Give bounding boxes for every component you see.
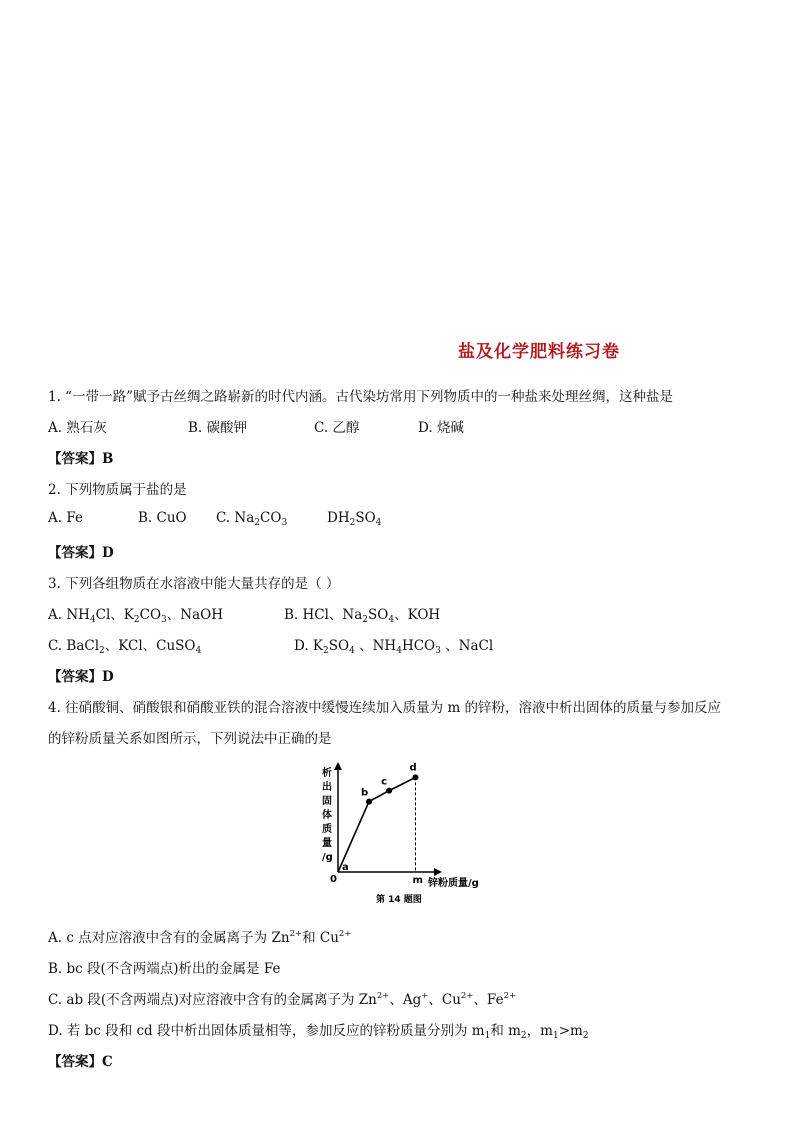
q2-option-b: B. CuO bbox=[138, 510, 187, 526]
q1-option-c: C. 乙醇 bbox=[314, 420, 360, 436]
q4-a-text: A. c 点对应溶液中含有的金属离子为 Zn bbox=[48, 930, 290, 946]
q4-d-text: 和 m bbox=[490, 1023, 521, 1039]
superscript: 2+ bbox=[289, 929, 303, 939]
q3-b-text: B. HCl、Na bbox=[284, 607, 363, 623]
q1-option-a: A. 熟石灰 bbox=[48, 420, 107, 436]
q4-c-text: 、Cu bbox=[428, 992, 461, 1008]
m-label: m bbox=[412, 875, 423, 886]
q2-option-d bbox=[327, 510, 381, 528]
q4-d-text: ，m bbox=[526, 1023, 553, 1039]
q3-b-text: 、KOH bbox=[394, 607, 441, 623]
q4-figure bbox=[320, 760, 495, 910]
y-axis-label bbox=[322, 766, 333, 863]
q3-d-text: SO bbox=[328, 638, 350, 654]
y-label-char: 体 bbox=[322, 810, 332, 821]
y-label-char: 出 bbox=[322, 782, 332, 793]
origin-label: 0 bbox=[330, 874, 337, 885]
q2-option-c bbox=[216, 510, 287, 528]
subscript: 4 bbox=[195, 646, 202, 656]
q3-stem: 3. 下列各组物质在水溶液中能大量共存的是（ ） bbox=[48, 576, 340, 592]
superscript: 2+ bbox=[460, 991, 474, 1001]
subscript: 3 bbox=[161, 615, 167, 625]
subscript: 4 bbox=[375, 518, 382, 528]
q4-option-b: B. bc 段(不含两端点)析出的金属是 Fe bbox=[48, 961, 281, 977]
q3-d-text: 、NH bbox=[354, 638, 397, 654]
q2-option-a: A. Fe bbox=[48, 510, 83, 526]
superscript: 2+ bbox=[338, 929, 352, 939]
point-d bbox=[413, 774, 419, 780]
q3-option-b bbox=[284, 603, 440, 625]
q3-a-text: CO bbox=[139, 607, 162, 623]
subscript: 4 bbox=[349, 646, 355, 656]
q1-stem: 1. “一带一路”赋予古丝绸之路崭新的时代内涵。古代染坊常用下列物质中的一种盐来处理丝绸，这种盐是 bbox=[48, 389, 673, 405]
q4-c-text: 、Fe bbox=[473, 992, 504, 1008]
figure-caption: 第 14 题图 bbox=[376, 895, 422, 905]
x-axis-label: 锌粉质量/g bbox=[428, 878, 479, 889]
y-label-char: 量 bbox=[322, 838, 332, 849]
superscript: + bbox=[421, 991, 429, 1001]
q3-a-text: Cl、K bbox=[95, 607, 134, 623]
q3-a-text: 、NaOH bbox=[166, 607, 223, 623]
subscript: 2 bbox=[254, 518, 261, 528]
q3-d-text: 、NaCl bbox=[440, 638, 494, 654]
point-label-b: b bbox=[361, 787, 369, 799]
q4-stem-line2: 的锌粉质量关系如图所示，下列说法中正确的是 bbox=[48, 731, 332, 747]
q3-option-a bbox=[48, 603, 223, 625]
point-label-a: a bbox=[342, 862, 349, 873]
subscript: 2 bbox=[133, 615, 140, 625]
q3-a-text: A. NH bbox=[48, 607, 90, 623]
subscript: 2 bbox=[349, 518, 356, 528]
y-axis-arrow bbox=[334, 762, 342, 770]
q3-d-text: HCO bbox=[401, 638, 436, 654]
q4-stem-line1: 4. 往硝酸铜、硝酸银和硝酸亚铁的混合溶液中缓慢连续加入质量为 m 的锌粉，溶液中析出固体的质量与参加反应 bbox=[48, 700, 722, 716]
point-b bbox=[366, 799, 372, 805]
subscript: 4 bbox=[388, 615, 395, 625]
q3-option-d bbox=[294, 634, 493, 656]
q2-c-text: C. Na bbox=[216, 510, 255, 526]
superscript: 2+ bbox=[376, 991, 390, 1001]
q4-d-text: D. 若 bc 段和 cd 段中析出固体质量相等，参加反应的锌粉质量分别为 m bbox=[48, 1023, 485, 1039]
superscript: 2+ bbox=[503, 991, 517, 1001]
q4-c-text: C. ab 段(不含两端点)对应溶液中含有的金属离子为 Zn bbox=[48, 992, 377, 1008]
q4-c-text: 、Ag bbox=[389, 992, 422, 1008]
q4-option-a bbox=[48, 926, 351, 946]
subscript: 3 bbox=[281, 518, 288, 528]
q3-b-text: SO bbox=[368, 607, 389, 623]
point-label-c: c bbox=[381, 776, 388, 788]
page-title: 盐及化学肥料练习卷 bbox=[458, 342, 620, 362]
point-label-d: d bbox=[409, 762, 417, 774]
subscript: 4 bbox=[396, 646, 402, 656]
subscript: 1 bbox=[552, 1031, 559, 1041]
subscript: 2 bbox=[323, 646, 329, 656]
q3-c-text: 、KCl、CuSO bbox=[104, 638, 196, 654]
y-label-char: 析 bbox=[322, 768, 332, 779]
q4-d-text: >m bbox=[558, 1023, 583, 1039]
q4-answer: 【答案】C bbox=[48, 1054, 113, 1070]
q1-option-d: D. 烧碱 bbox=[418, 420, 464, 436]
q2-answer: 【答案】D bbox=[48, 545, 114, 561]
q2-d-text: DH bbox=[327, 510, 350, 526]
y-label-char: 固 bbox=[322, 796, 332, 807]
subscript: 2 bbox=[99, 646, 105, 656]
subscript: 2 bbox=[582, 1031, 589, 1041]
q3-answer: 【答案】D bbox=[48, 669, 114, 685]
q4-option-c bbox=[48, 988, 516, 1008]
subscript: 3 bbox=[435, 646, 441, 656]
subscript: 2 bbox=[362, 615, 369, 625]
q1-answer: 【答案】B bbox=[48, 451, 114, 467]
q4-a-text: 和 Cu bbox=[302, 930, 339, 946]
q3-option-c bbox=[48, 634, 201, 656]
subscript: 4 bbox=[89, 615, 96, 625]
q2-stem: 2. 下列物质属于盐的是 bbox=[48, 482, 187, 498]
y-label-char: 质 bbox=[322, 824, 332, 835]
data-line bbox=[338, 777, 416, 872]
x-axis-arrow bbox=[434, 868, 442, 876]
q3-d-text: D. K bbox=[294, 638, 324, 654]
subscript: 2 bbox=[520, 1031, 527, 1041]
q4-option-d bbox=[48, 1019, 589, 1041]
q3-c-text: C. BaCl bbox=[48, 638, 100, 654]
point-c bbox=[386, 788, 392, 794]
y-label-char: /g bbox=[322, 852, 333, 863]
q2-c-text: CO bbox=[260, 510, 282, 526]
q1-option-b: B. 碳酸钾 bbox=[188, 420, 248, 436]
subscript: 1 bbox=[484, 1031, 491, 1041]
q2-d-text: SO bbox=[355, 510, 376, 526]
